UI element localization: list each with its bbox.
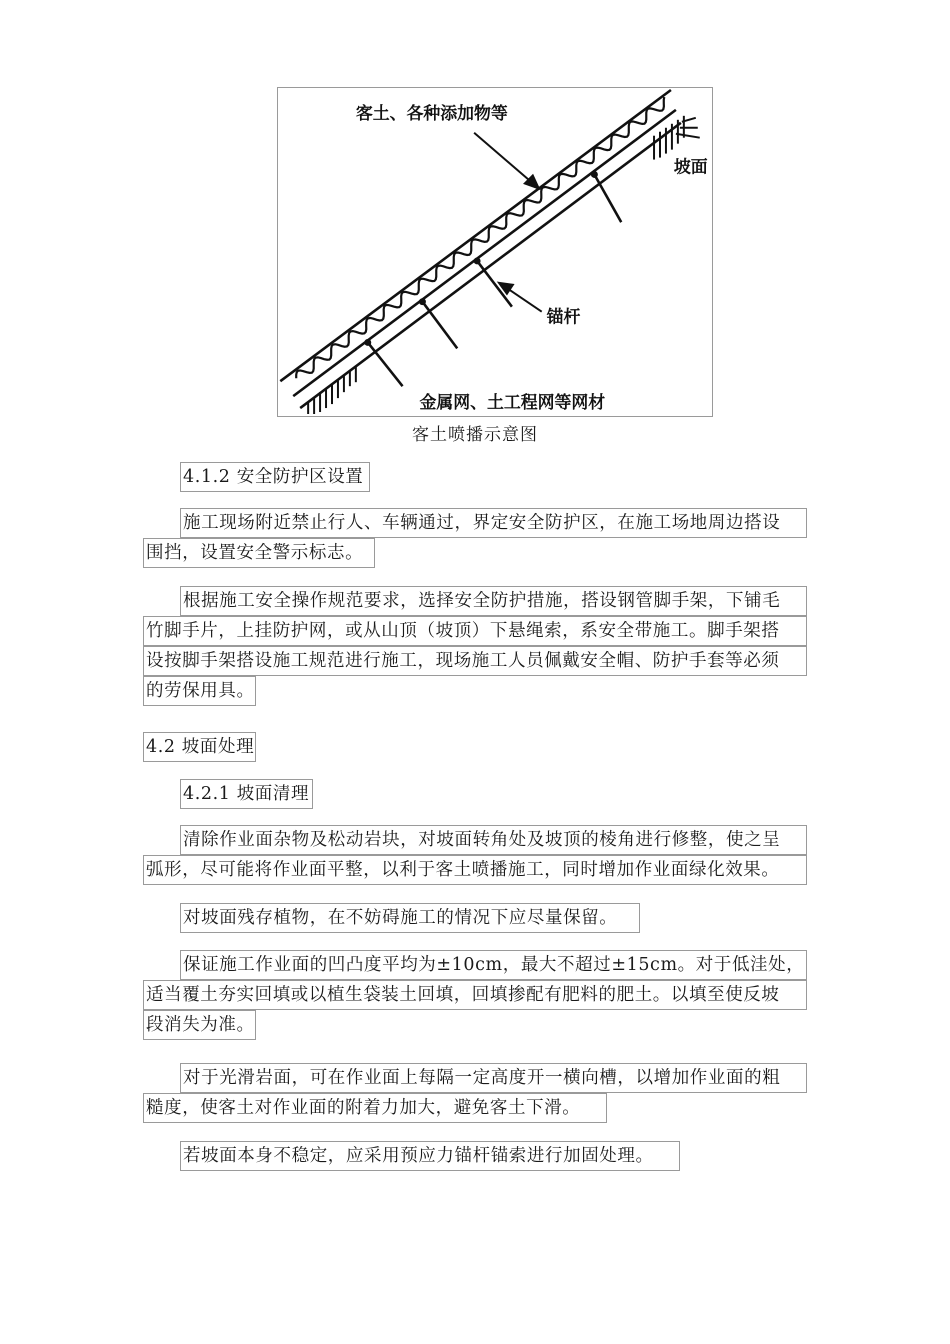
slope-surface-line xyxy=(300,123,681,408)
para-line: 对坡面残存植物，在不妨碍施工的情况下应尽量保留。 xyxy=(183,908,618,928)
label-anchor: 锚杆 xyxy=(546,306,581,327)
figure-caption: 客土喷播示意图 xyxy=(412,425,538,445)
label-mesh: 金属网、土工程网等网材 xyxy=(419,392,606,413)
mesh-line xyxy=(293,110,676,396)
schematic-figure xyxy=(277,87,713,417)
para-line: 的劳保用具。 xyxy=(146,681,255,701)
heading-4-2-1: 4.2.1 坡面清理 xyxy=(183,784,310,804)
heading-4-1-2: 4.1.2 安全防护区设置 xyxy=(183,467,364,487)
para-line: 弧形，尽可能将作业面平整，以利于客土喷播施工，同时增加作业面绿化效果。 xyxy=(146,860,780,880)
para-line: 施工现场附近禁止行人、车辆通过，界定安全防护区，在施工场地周边搭设 xyxy=(183,513,781,533)
anchor-rods xyxy=(368,174,621,386)
para-line: 适当覆土夯实回填或以植生袋装土回填，回填掺配有肥料的肥土。以填至使反坡 xyxy=(146,985,780,1005)
para-line: 对于光滑岩面，可在作业面上每隔一定高度开一横向槽，以增加作业面的粗 xyxy=(183,1068,781,1088)
para-line: 竹脚手片，上挂防护网，或从山顶（坡顶）下悬绳索，系安全带施工。脚手架搭 xyxy=(146,621,780,641)
label-top-soil: 客土、各种添加物等 xyxy=(355,102,508,123)
para-line: 清除作业面杂物及松动岩块，对坡面转角处及坡顶的棱角进行修整，使之呈 xyxy=(183,830,781,850)
pointer-arrows xyxy=(474,133,542,312)
para-line: 糙度，使客土对作业面的附着力加大，避免客土下滑。 xyxy=(146,1098,581,1118)
ground-hatch-bottom xyxy=(308,366,356,414)
heading-4-2: 4.2 坡面处理 xyxy=(146,737,255,757)
para-line: 若坡面本身不稳定，应采用预应力锚杆锚索进行加固处理。 xyxy=(183,1146,654,1166)
para-line: 设按脚手架搭设施工规范进行施工，现场施工人员佩戴安全帽、防护手套等必须 xyxy=(146,651,780,671)
para-line: 围挡，设置安全警示标志。 xyxy=(146,543,364,563)
label-slope: 坡面 xyxy=(673,156,708,177)
para-line: 段消失为准。 xyxy=(146,1015,255,1035)
para-line: 保证施工作业面的凹凸度平均为±10cm，最大不超过±15cm。对于低洼处， xyxy=(183,955,805,975)
para-line: 根据施工安全操作规范要求，选择安全防护措施，搭设钢管脚手架，下铺毛 xyxy=(183,591,781,611)
slope-diagram xyxy=(278,88,712,416)
